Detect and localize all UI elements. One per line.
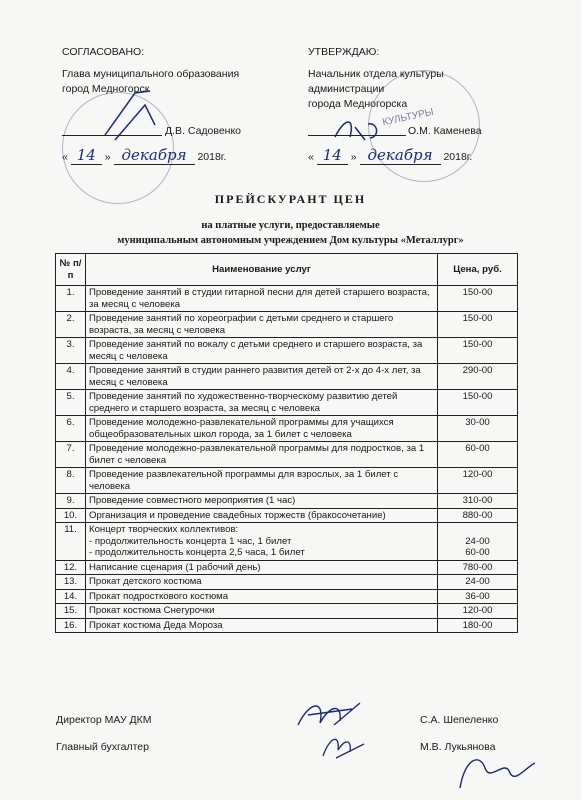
row-service: Проведение совместного мероприятия (1 час) bbox=[86, 494, 438, 509]
row-price: 120-00 bbox=[438, 468, 518, 494]
row-service: Проведение занятий в студии раннего развития детей от 2-х до 4-х лет, за месяц с человека bbox=[86, 364, 438, 390]
table-row bbox=[56, 589, 518, 604]
date-close-quote: » bbox=[350, 151, 357, 163]
row-service bbox=[86, 523, 438, 561]
table-row bbox=[56, 560, 518, 575]
row-number: 9. bbox=[56, 494, 86, 509]
date-open-quote: « bbox=[308, 151, 314, 163]
row-price bbox=[438, 523, 518, 561]
signature-line-right bbox=[308, 134, 406, 136]
date-close-quote: » bbox=[104, 151, 111, 163]
table-row bbox=[56, 575, 518, 590]
table-row bbox=[56, 523, 518, 561]
table-row bbox=[56, 442, 518, 468]
row-price: 120-00 bbox=[438, 604, 518, 619]
approval-left-signer: Д.В. Садовенко bbox=[165, 125, 242, 137]
row-price: 150-00 bbox=[438, 338, 518, 364]
date-day: 14 bbox=[317, 146, 348, 165]
row-price: 36-00 bbox=[438, 589, 518, 604]
approval-right-line1: Начальник отдела культуры bbox=[308, 68, 444, 80]
table-row bbox=[56, 494, 518, 509]
date-year: 2018г. bbox=[443, 151, 473, 163]
row-price: 24-00 bbox=[438, 575, 518, 590]
row-service-heading: Концерт творческих коллективов: bbox=[89, 524, 239, 535]
approval-left-heading: СОГЛАСОВАНО: bbox=[62, 46, 145, 58]
table-row bbox=[56, 618, 518, 633]
table-row bbox=[56, 468, 518, 494]
table-header-row bbox=[56, 254, 518, 286]
footer-accountant-name: М.В. Лукьянова bbox=[420, 741, 496, 753]
row-number: 15. bbox=[56, 604, 86, 619]
row-number: 16. bbox=[56, 618, 86, 633]
approval-right-line2: администрации bbox=[308, 83, 385, 95]
row-number: 2. bbox=[56, 312, 86, 338]
signature-accountant bbox=[318, 728, 373, 763]
row-service: Проведение молодежно-развлекательной программы для учащихся общеобразовательных школ города, за 1 билет с человека bbox=[86, 416, 438, 442]
row-number: 8. bbox=[56, 468, 86, 494]
price-table bbox=[55, 253, 518, 633]
row-price: 180-00 bbox=[438, 618, 518, 633]
row-service-sub2: - продолжительность концерта 2,5 часа, 1 билет bbox=[89, 547, 305, 558]
table-row bbox=[56, 364, 518, 390]
approval-right-heading: УТВЕРЖДАЮ: bbox=[308, 46, 380, 58]
signature-right bbox=[330, 112, 390, 147]
table-row bbox=[56, 508, 518, 523]
document-subtitle-line2: муниципальным автономным учреждением Дом культуры «Металлург» bbox=[117, 235, 464, 246]
document-title: ПРЕЙСКУРАНТ ЦЕН bbox=[214, 192, 367, 206]
approval-left-line1: Глава муниципального образования bbox=[62, 68, 240, 80]
row-price: 150-00 bbox=[438, 390, 518, 416]
row-price-sub2: 60-00 bbox=[465, 547, 490, 558]
document-subtitle-line1: на платные услуги, предоставляемые bbox=[201, 220, 380, 231]
row-number: 3. bbox=[56, 338, 86, 364]
row-price: 60-00 bbox=[438, 442, 518, 468]
row-number: 7. bbox=[56, 442, 86, 468]
footer-director-name: С.А. Шепеленко bbox=[420, 714, 499, 726]
date-year: 2018г. bbox=[197, 151, 227, 163]
row-number: 1. bbox=[56, 286, 86, 312]
row-price: 150-00 bbox=[438, 286, 518, 312]
row-service: Написание сценария (1 рабочий день) bbox=[86, 560, 438, 575]
row-number: 12. bbox=[56, 560, 86, 575]
table-row bbox=[56, 604, 518, 619]
footer-director-label: Директор МАУ ДКМ bbox=[56, 714, 152, 726]
approval-right-date bbox=[308, 148, 508, 165]
date-open-quote: « bbox=[62, 151, 68, 163]
approval-right-line3: города Медногорска bbox=[308, 98, 408, 110]
row-service: Проведение занятий по вокалу с детьми среднего и старшего возраста, за месяц с человека bbox=[86, 338, 438, 364]
row-number: 6. bbox=[56, 416, 86, 442]
row-price: 30-00 bbox=[438, 416, 518, 442]
row-service: Проведение занятий по художественно-творческому развитию детей среднего и старшего возраста, за месяц с человека bbox=[86, 390, 438, 416]
signature-bottom-right bbox=[450, 748, 540, 793]
header-service-name: Наименование услуг bbox=[86, 254, 438, 286]
header-number: № п/п bbox=[56, 254, 86, 286]
approval-right-signer: О.М. Каменева bbox=[408, 125, 482, 137]
date-month: декабря bbox=[360, 146, 441, 165]
row-service: Прокат подросткового костюма bbox=[86, 589, 438, 604]
row-price: 780-00 bbox=[438, 560, 518, 575]
row-service: Организация и проведение свадебных торжеств (бракосочетание) bbox=[86, 508, 438, 523]
row-service: Прокат костюма Деда Мороза bbox=[86, 618, 438, 633]
row-number: 10. bbox=[56, 508, 86, 523]
row-number: 4. bbox=[56, 364, 86, 390]
row-number: 11. bbox=[56, 523, 86, 561]
header-price: Цена, руб. bbox=[438, 254, 518, 286]
row-number: 14. bbox=[56, 589, 86, 604]
row-price: 310-00 bbox=[438, 494, 518, 509]
row-price: 290-00 bbox=[438, 364, 518, 390]
row-service: Прокат детского костюма bbox=[86, 575, 438, 590]
row-number: 5. bbox=[56, 390, 86, 416]
row-price: 150-00 bbox=[438, 312, 518, 338]
stamp-right-text: КУЛЬТУРЫ bbox=[381, 106, 435, 129]
row-service: Прокат костюма Снегурочки bbox=[86, 604, 438, 619]
table-row bbox=[56, 390, 518, 416]
table-row bbox=[56, 286, 518, 312]
approval-left-line2: город Медногорск bbox=[62, 83, 150, 95]
row-price-sub1: 24-00 bbox=[465, 535, 490, 547]
row-price: 880-00 bbox=[438, 508, 518, 523]
date-day: 14 bbox=[71, 146, 102, 165]
row-service-sub1: - продолжительность концерта 1 час, 1 билет bbox=[89, 535, 292, 547]
signature-line-left bbox=[62, 134, 162, 136]
row-service: Проведение молодежно-развлекательной программы для подростков, за 1 билет с человека bbox=[86, 442, 438, 468]
table-row bbox=[56, 338, 518, 364]
row-service: Проведение развлекательной программы для взрослых, за 1 билет с человека bbox=[86, 468, 438, 494]
table-row bbox=[56, 312, 518, 338]
row-service: Проведение занятий в студии гитарной песни для детей старшего возраста, за месяц с человека bbox=[86, 286, 438, 312]
signature-left bbox=[95, 85, 165, 145]
date-month: декабря bbox=[114, 146, 195, 165]
table-row bbox=[56, 416, 518, 442]
row-service: Проведение занятий по хореографии с детьми среднего и старшего возраста, за месяц с человека bbox=[86, 312, 438, 338]
row-number: 13. bbox=[56, 575, 86, 590]
footer-accountant-label: Главный бухгалтер bbox=[56, 741, 149, 753]
approval-left-date bbox=[62, 148, 242, 165]
